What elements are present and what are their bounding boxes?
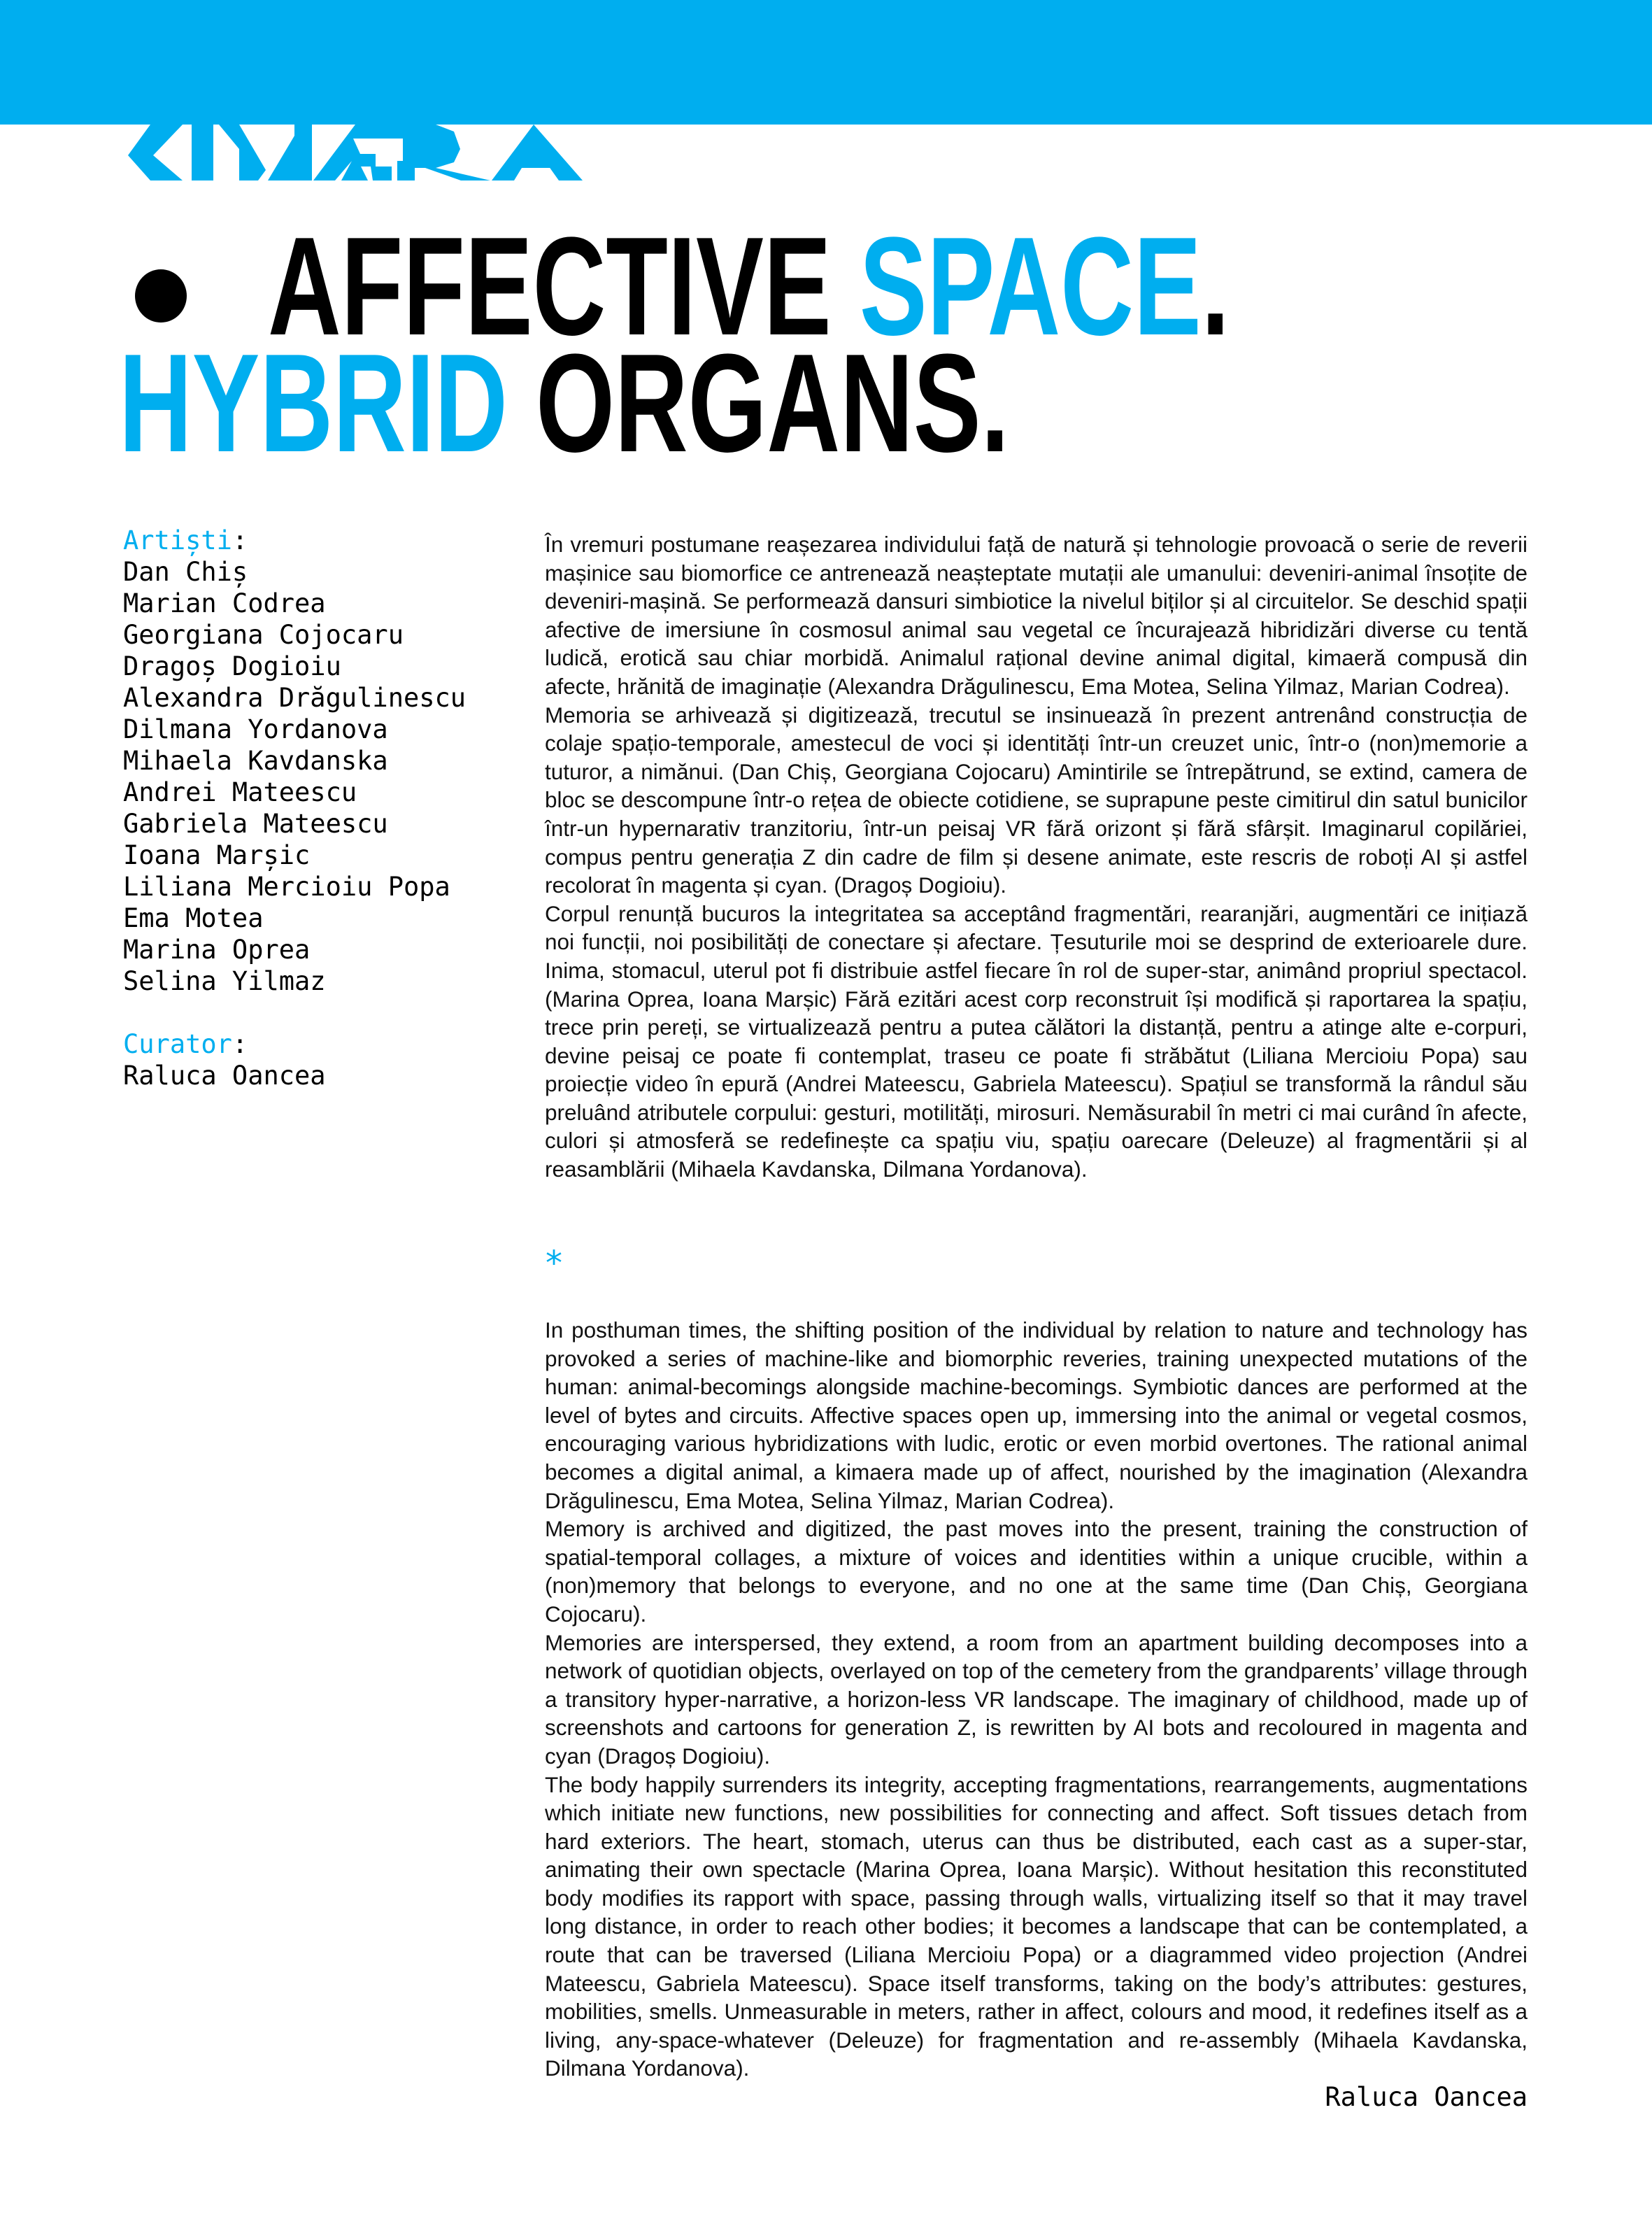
title-word-affective: AFFECTIVE	[268, 208, 860, 364]
artist-name: Dragoș Dogioiu	[123, 651, 341, 681]
title-word-hybrid: HYBRID	[119, 325, 508, 481]
artist-name: Ema Motea	[123, 903, 264, 933]
romanian-text	[545, 530, 1528, 1184]
credits-sidebar	[123, 525, 466, 1091]
artists-heading	[123, 525, 466, 556]
kimaera-logo	[128, 125, 618, 180]
artists-label: Artiști	[123, 525, 232, 555]
english-text	[545, 1316, 1528, 2083]
title-period: .	[1201, 208, 1230, 364]
title-word-space: SPACE	[859, 208, 1202, 364]
header-band	[0, 0, 1652, 125]
artist-name: Dilmana Yordanova	[123, 714, 388, 744]
paragraph: Corpul renunță bucuros la integritatea sa acceptând fragmentări, rearanjări, augmentări ce inițiază noi funcții, noi posibilități de conectare și afectare. Țesuturile moi se desprind de exterioarele dure. Inima, stomacul, uterul pot fi distribuie astfel fiecare în rol de super-star, animând propriul spectacol. (Marina Oprea, Ioana Marșic) Fără ezitări acest corp reconstruit își modifică și raportarea la spațiu, trece prin pereți, se virtualizează pentru a putea călători la distanță, pentru a atinge alte e-corpuri, devine peisaj ce poate fi contemplat, traseu ce poate fi străbătut (Liliana Mercioiu Popa) sau proiecție video în epură (Andrei Mateescu, Gabriela Mateescu). Spațiul se transformă la rândul său preluând atributele corpului: gesturi, motilități, mirosuri. Nemăsurabil în metri ci mai curând în afecte, culori și atmosferă se redefinește ca spațiu viu, spațiu oarecare (Deleuze) al fragmentării și al reasamblării (Mihaela Kavdanska, Dilmana Yordanova).	[545, 900, 1528, 1182]
artists-colon: :	[232, 525, 248, 555]
author-signature: Raluca Oancea	[1325, 2082, 1528, 2112]
curator-colon: :	[232, 1029, 248, 1059]
paragraph: The body happily surrenders its integrity, accepting fragmentations, rearrangements, augmentations which initiate new functions, new possibilities for connecting and affect. Soft tissues detach from hard exteriors. The heart, stomach, uterus can thus be distributed, each cast as a super-star, animating their own spectacle (Marina Oprea, Ioana Marșic). Without hesitation this reconstituted body modifies its rapport with space, passing through walls, virtualizing itself so that it may travel long distance, in order to reach other bodies; it becomes a landscape that can be contemplated, a route that can be traversed (Liliana Mercioiu Popa) or a diagrammed video projection (Andrei Mateescu, Gabriela Mateescu). Space itself transforms, taking on the body’s attributes: gestures, mobilities, smells. Unmeasurable in meters, rather in affect, colours and mood, it redefines itself as a living, any-space-whatever (Deleuze) for fragmentation and re-assembly (Mihaela Kavdanska, Dilmana Yordanova).	[545, 1771, 1528, 2081]
artist-name: Gabriela Mateescu	[123, 809, 388, 839]
artist-name: Georgiana Cojocaru	[123, 620, 404, 650]
artist-name: Marina Oprea	[123, 935, 311, 965]
page-title-line-2	[119, 325, 1009, 481]
artist-name: Marian Codrea	[123, 588, 326, 618]
title-bullet	[135, 269, 187, 323]
paragraph: În vremuri postumane reașezarea individului față de natură și tehnologie provoacă o serie de reverii mașinice sau biomorfice ce antrenează neașteptate mutații ale umanului: deveniri-animal însoțite de deveniri-mașină. Se performează dansuri simbiotice la nivelul biților și al circuitelor. Se deschid spații afective de imersiune în cosmosul animal sau vegetal ce încurajează hibridizări diverse cu tentă ludică, erotică sau chiar morbidă. Animalul rațional devine animal digital, kimaeră compusă din afecte, hrănită de imaginație (Alexandra Drăgulinescu, Ema Motea, Selina Yilmaz, Marian Codrea).	[545, 532, 1528, 699]
artist-list	[123, 556, 466, 997]
curator-heading	[123, 1028, 466, 1060]
paragraph: In posthuman times, the shifting position of the individual by relation to nature and technology has provoked a series of machine-like and biomorphic reveries, training unexpected mutations of the human: animal-becomings alongside machine-becomings. Symbiotic dances are performed at the level of bytes and circuits. Affective spaces open up, immersing into the animal or vegetal cosmos, encouraging various hybridizations with ludic, erotic or even morbid overtones. The rational animal becomes a digital animal, a kimaera made up of affect, nourished by the imagination (Alexandra Drăgulinescu, Ema Motea, Selina Yilmaz, Marian Codrea).	[545, 1317, 1528, 1513]
curator-label: Curator	[123, 1029, 232, 1059]
artist-name: Alexandra Drăgulinescu	[123, 683, 467, 713]
artist-name: Liliana Mercioiu Popa	[123, 872, 450, 902]
artist-name: Dan Chiș	[123, 557, 248, 587]
section-separator-asterisk: *	[546, 1244, 562, 1283]
artist-name: Mihaela Kavdanska	[123, 746, 388, 776]
artist-name: Ioana Marșic	[123, 840, 311, 870]
artist-name: Andrei Mateescu	[123, 777, 357, 807]
title-word-organs: ORGANS.	[507, 325, 1009, 481]
artist-name: Selina Yilmaz	[123, 966, 326, 996]
paragraph: Memoria se arhivează și digitizează, trecutul se insinuează în prezent antrenând construcția de colaje spațio-temporale, amestecul de voci și identități într-un creuzet unic, într-o (non)memorie a tuturor, a nimănui. (Dan Chiș, Georgiana Cojocaru) Amintirile se întrepătrund, se extind, camera de bloc se descompune într-o rețea de obiecte cotidiene, se suprapune peste cimitirul din satul bunicilor într-un hypernarativ tranzitoriu, într-un peisaj VR fără orizont și fără sfârșit. Imaginarul copilăriei, compus pentru generația Z din cadre de film și desene animate, este rescris de roboți AI și astfel recolorat în magenta și cyan. (Dragoș Dogioiu).	[545, 702, 1528, 898]
curator-name: Raluca Oancea	[123, 1061, 326, 1091]
paragraph: Memories are interspersed, they extend, a room from an apartment building decomposes into a network of quotidian objects, overlayed on top of the cemetery from the grandparents’ village through a transitory hyper-narrative, a horizon-less VR landscape. The imaginary of childhood, made up of screenshots and cartoons for generation Z, is rewritten by AI bots and recoloured in magenta and cyan (Dragoș Dogioiu).	[545, 1629, 1528, 1769]
paragraph: Memory is archived and digitized, the past moves into the present, training the construction of spatial-temporal collages, a mixture of voices and identities within a unique crucible, within a (non)memory that belongs to everyone, and no one at the same time (Dan Chiș, Georgiana Cojocaru).	[545, 1516, 1528, 1627]
logo-mark-icon	[128, 125, 618, 180]
spacer	[123, 997, 466, 1028]
